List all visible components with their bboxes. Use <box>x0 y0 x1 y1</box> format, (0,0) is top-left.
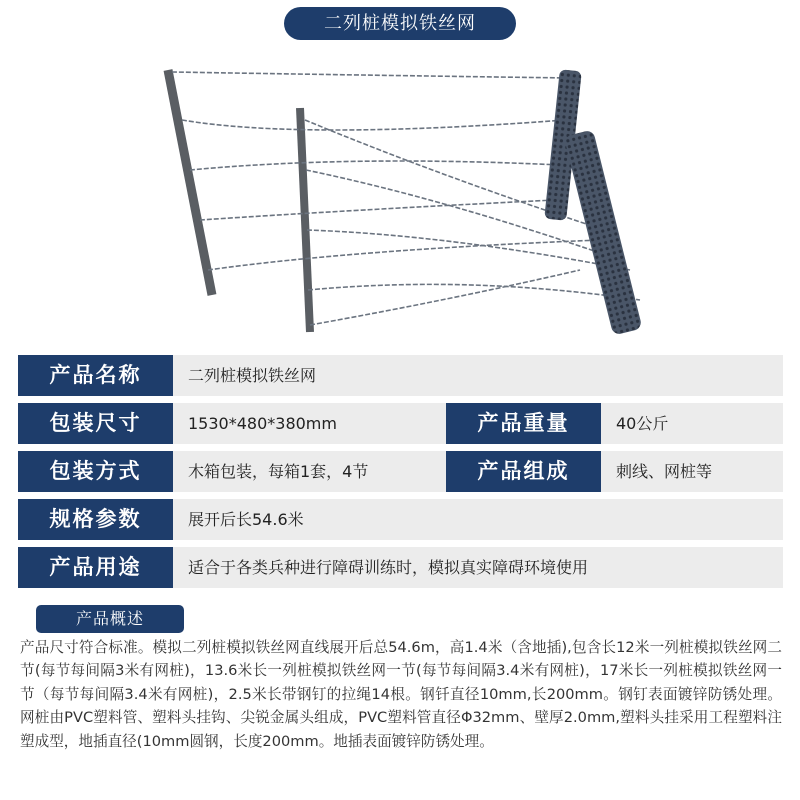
overview-text: 产品尺寸符合标准。模拟二列桩模拟铁丝网直线展开后总54.6m，高1.4米（含地插),包含长12米一列桩模拟铁丝网二节(每节每间隔3米有网桩)，13.6米长一列桩模拟铁丝网一节(每节每间隔3.4米有网桩)，17米长一列桩模拟铁丝网一节（每节每间隔3.4米有网桩)，2.5米长带钢钉的拉绳14根。钢钎直径10mm,长200mm。钢钉表面镀锌防锈处理。网桩由PVC塑料管、塑料头挂钩、尖锐金属头组成，PVC塑料管直径Φ32mm、壁厚2.0mm,塑料头挂采用工程塑料注塑成型，地插直径(10mm圆钢，长度200mm。地插表面镀锌防锈处理。 <box>20 639 782 750</box>
label-packing: 包装方式 <box>18 451 173 492</box>
value-packing: 木箱包装，每箱1套，4节 <box>188 462 369 481</box>
value-package-size: 1530*480*380mm <box>188 414 337 433</box>
value-usage: 适合于各类兵种进行障碍训练时，模拟真实障碍环境使用 <box>188 558 589 577</box>
fence-post <box>300 108 310 332</box>
value-spec: 展开后长54.6米 <box>188 510 304 529</box>
page-title: 二列桩模拟铁丝网 <box>284 7 516 40</box>
label-weight: 产品重量 <box>446 403 601 444</box>
spec-row-name <box>18 355 783 396</box>
value-product-name: 二列桩模拟铁丝网 <box>188 366 317 385</box>
label-spec: 规格参数 <box>18 499 173 540</box>
value-composition: 刺线、网桩等 <box>616 462 713 481</box>
product-photo-barbed-wire <box>150 60 660 345</box>
overview-heading: 产品概述 <box>36 605 184 633</box>
label-package-size: 包装尺寸 <box>18 403 173 444</box>
spec-row-usage <box>18 547 783 588</box>
spec-row-spec <box>18 499 783 540</box>
spec-row-package-size <box>18 403 783 444</box>
fence-post <box>168 70 212 295</box>
label-usage: 产品用途 <box>18 547 173 588</box>
value-weight: 40公斤 <box>616 414 669 433</box>
label-composition: 产品组成 <box>446 451 601 492</box>
label-product-name: 产品名称 <box>18 355 173 396</box>
spec-row-packing <box>18 451 783 492</box>
coiled-post <box>564 129 643 335</box>
